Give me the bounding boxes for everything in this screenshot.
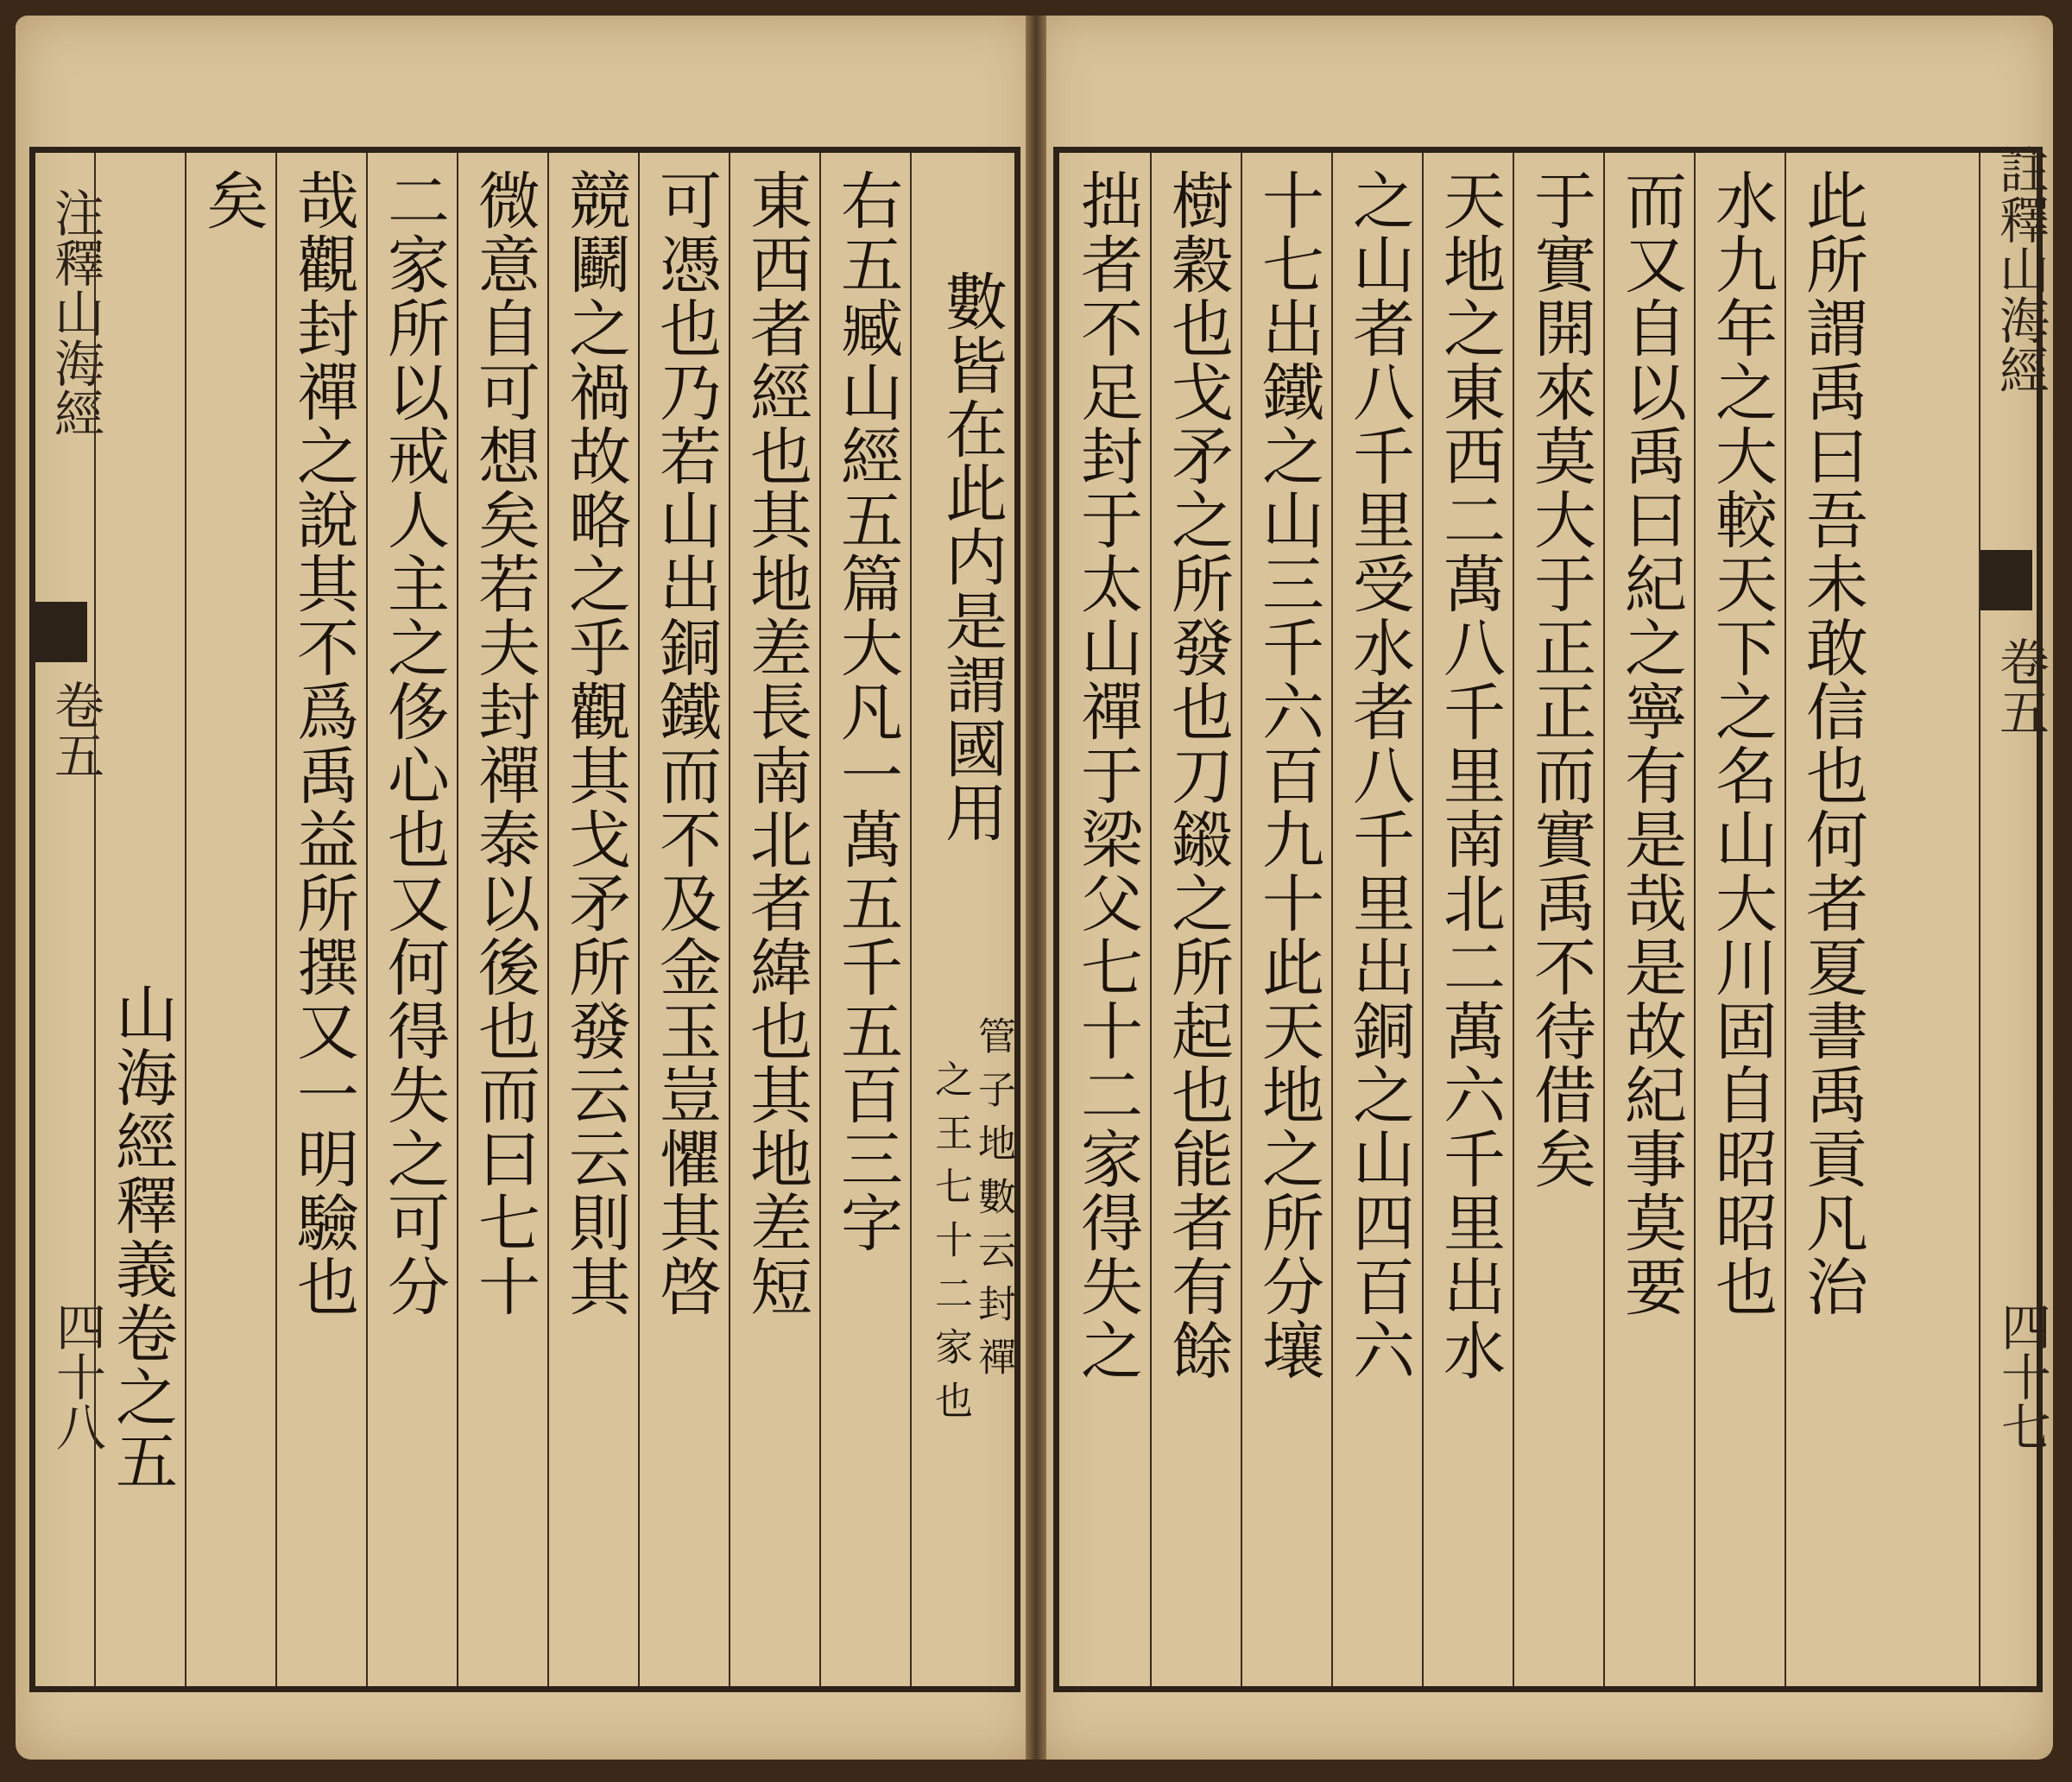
text-line: 可憑也乃若山出銅鐵而不及金玉豈懼其啓 xyxy=(649,168,722,1318)
text-line: 山海經釋義卷之五 xyxy=(105,982,178,1493)
left-banner-title: 注釋山海經 xyxy=(46,187,104,438)
text-line: 東西者經也其地差長南北者緯也其地差短 xyxy=(740,168,812,1318)
note-line: 管子地數云封禪 xyxy=(971,1016,1015,1391)
right-banner-title: 註釋山海經 xyxy=(1991,144,2050,395)
note-line: 之王七十二家也 xyxy=(928,1059,972,1434)
left-col-1 xyxy=(910,153,1014,1686)
left-col-8 xyxy=(275,153,366,1686)
right-col-9 xyxy=(1059,153,1150,1686)
left-banner-volume: 卷五 xyxy=(46,679,104,780)
right-col-6 xyxy=(1331,153,1422,1686)
fish-tail-mark xyxy=(35,602,87,662)
text-line: 右五臧山經五篇大凡一萬五千五百三字 xyxy=(831,168,903,1254)
left-col-3 xyxy=(729,153,819,1686)
left-col-4 xyxy=(638,153,729,1686)
text-line: 之山者八千里受水者八千里出銅之山四百六 xyxy=(1342,168,1415,1382)
left-banner-column xyxy=(35,153,106,1686)
right-page-number: 四十七 xyxy=(1993,1301,2051,1451)
right-col-2 xyxy=(1694,153,1785,1686)
right-banner-column xyxy=(1979,144,2051,1686)
text-line: 水九年之大較天下之名山大川固自昭昭也 xyxy=(1705,168,1778,1318)
text-line: 微意自可想矣若夫封禪泰以後也而曰七十 xyxy=(468,168,540,1318)
text-line: 二家所以戒人主之侈心也又何得失之可分 xyxy=(377,168,450,1318)
left-col-7 xyxy=(366,153,457,1686)
text-line: 天地之東西二萬八千里南北二萬六千里出水 xyxy=(1433,168,1506,1382)
fish-tail-mark xyxy=(1980,550,2032,610)
right-col-7 xyxy=(1241,153,1331,1686)
text-line: 十七出鐵之山三千六百九十此天地之所分壤 xyxy=(1252,168,1324,1382)
left-page-number: 四十八 xyxy=(47,1301,106,1451)
text-line: 此所謂禹曰吾未敢信也何者夏書禹貢凡治 xyxy=(1796,168,1868,1318)
text-line: 數皆在此内是謂國用 xyxy=(935,269,1008,844)
right-banner-volume: 卷五 xyxy=(1991,636,2050,736)
left-col-9 xyxy=(185,153,275,1686)
right-text-frame xyxy=(1053,144,2051,1692)
text-line: 樹穀也戈矛之所發也刀鎩之所起也能者有餘 xyxy=(1161,168,1234,1382)
left-col-6 xyxy=(457,153,547,1686)
right-col-4 xyxy=(1513,153,1603,1686)
text-line: 哉觀封禪之說其不爲禹益所撰又一明驗也 xyxy=(287,168,359,1318)
text-line: 拙者不足封于太山禪于梁父七十二家得失之 xyxy=(1071,168,1143,1382)
right-col-1 xyxy=(1785,153,1875,1686)
left-col-5 xyxy=(547,153,638,1686)
right-col-5 xyxy=(1422,153,1513,1686)
left-text-frame xyxy=(29,147,1020,1692)
text-line: 矣 xyxy=(196,168,268,232)
text-line: 于實開來莫大于正正而實禹不待借矣 xyxy=(1524,168,1596,1191)
text-line: 而又自以禹曰紀之寧有是哉是故紀事莫要 xyxy=(1614,168,1687,1318)
right-col-8 xyxy=(1150,153,1241,1686)
book-gutter xyxy=(1026,16,1046,1760)
right-col-3 xyxy=(1603,153,1694,1686)
text-line: 競鬬之禍故略之乎觀其戈矛所發云云則其 xyxy=(559,168,631,1318)
left-col-10 xyxy=(94,153,185,1686)
